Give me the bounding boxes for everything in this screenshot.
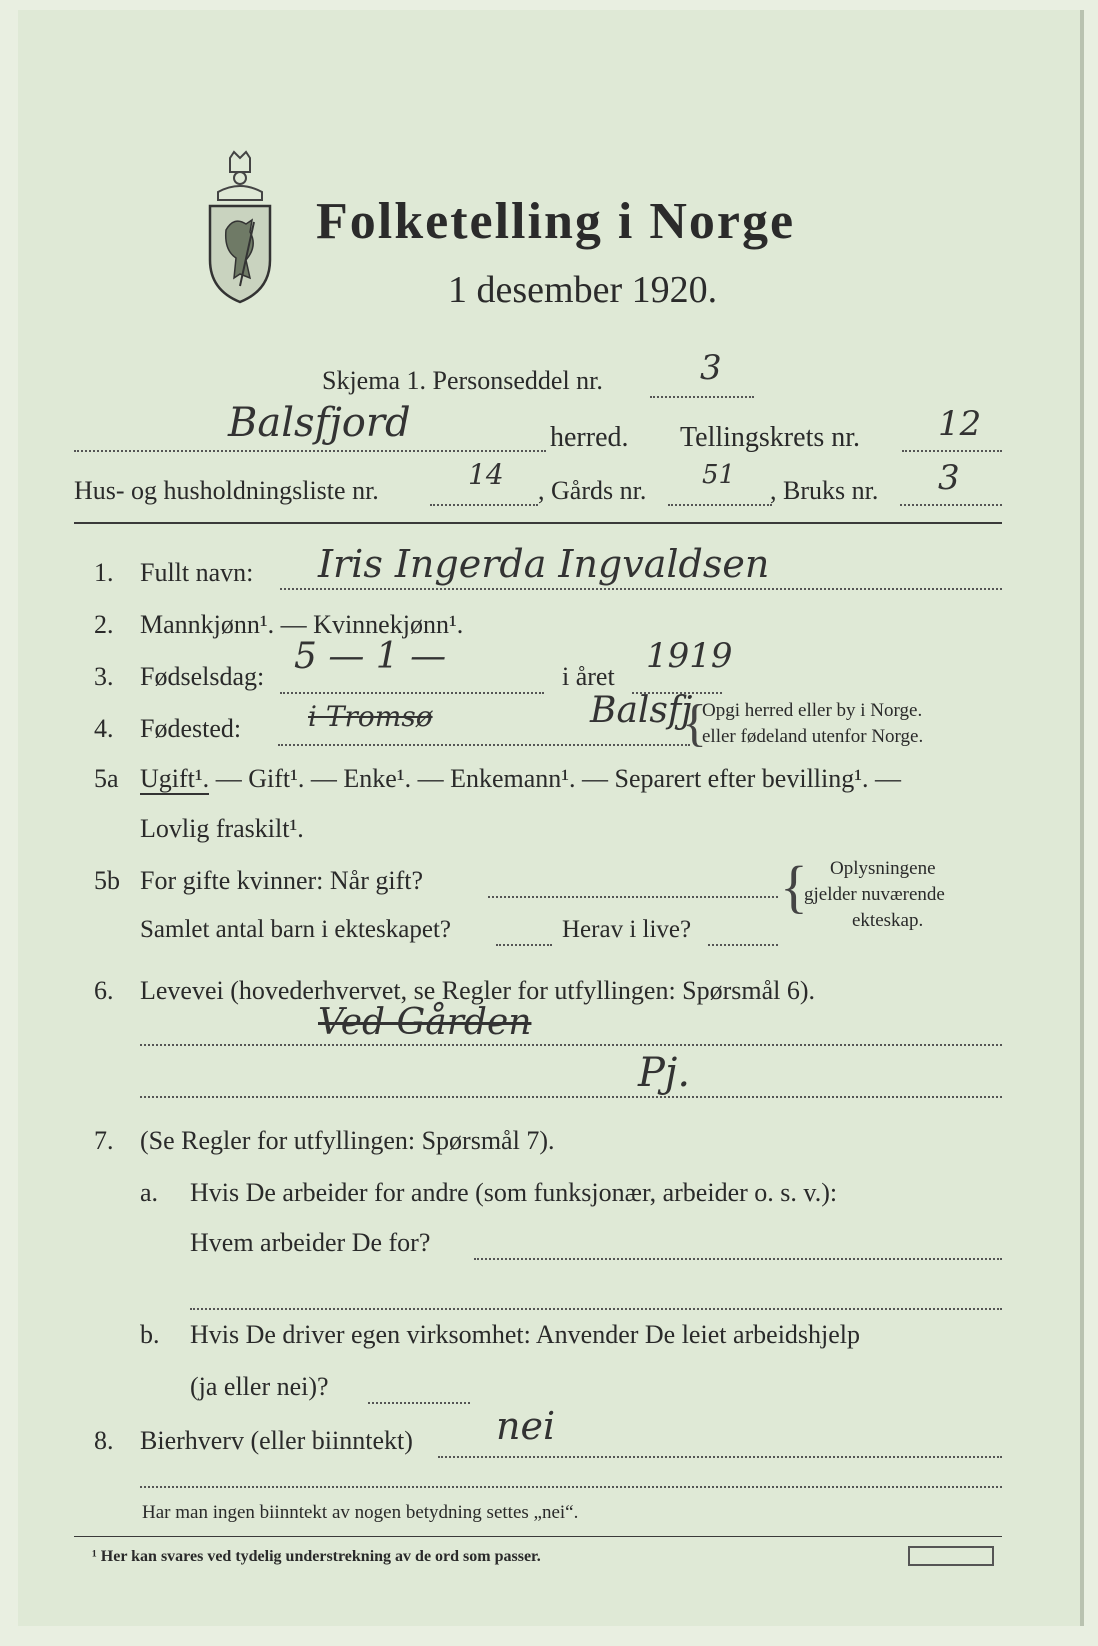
q6-number: 6. xyxy=(94,976,114,1005)
q7b-line1: Hvis De driver egen virksomhet: Anvender De leiet arbeidshjelp xyxy=(190,1320,861,1349)
q7-label: (Se Regler for utfyllingen: Spørsmål 7). xyxy=(140,1126,555,1155)
q7a-line1: Hvis De arbeider for andre (som funksjonær, arbeider o. s. v.): xyxy=(190,1178,838,1207)
q5b-number: 5b xyxy=(94,866,120,895)
census-date: 1 desember 1920. xyxy=(448,269,718,311)
q1-label: Fullt navn: xyxy=(140,558,254,587)
married-when-label: For gifte kvinner: Når gift? xyxy=(140,866,424,895)
footnote: ¹ Her kan svares ved tydelig understrekning av de ord som passer. xyxy=(92,1548,541,1565)
marriage-note-2: gjelder nuværende xyxy=(804,884,945,905)
husholdningsliste-label: Hus- og husholdningsliste nr. xyxy=(74,476,379,505)
gards-value[interactable]: 51 xyxy=(702,460,736,490)
bruks-value[interactable]: 3 xyxy=(938,458,960,498)
birth-year-value[interactable]: 1919 xyxy=(646,636,733,676)
full-name-value[interactable]: Iris Ingerda Ingvaldsen xyxy=(318,542,770,586)
q3-label: Fødselsdag: xyxy=(140,662,265,691)
q3-number: 3. xyxy=(94,662,114,691)
gender-options: Mannkjønn¹. — Kvinnekjønn¹. xyxy=(140,610,464,639)
birthplace-note-1: Opgi herred eller by i Norge. xyxy=(702,700,923,721)
gards-label: , Gårds nr. xyxy=(538,476,647,505)
q8-label: Bierhverv (eller biinntekt) xyxy=(140,1426,413,1455)
birthplace-struck: i Tromsø xyxy=(308,700,433,733)
husholdningsliste-value[interactable]: 14 xyxy=(468,458,504,491)
q1-number: 1. xyxy=(94,558,114,587)
herred-label: herred. xyxy=(550,422,629,453)
year-label: i året xyxy=(562,662,615,691)
marriage-note-1: Oplysningene xyxy=(830,858,936,879)
schema-label: Skjema 1. Personseddel nr. xyxy=(322,366,603,395)
tellingskrets-value[interactable]: 12 xyxy=(938,404,982,444)
coat-of-arms-icon xyxy=(200,150,280,310)
tellingskrets-label: Tellingskrets nr. xyxy=(680,422,861,453)
alive-label: Herav i live? xyxy=(562,916,692,943)
census-form: Folketelling i Norge 1 desember 1920. Skjema 1. Personseddel nr. 3 Balsfjord herred. Tellingskrets nr. 12 Hus- og husholdningsliste nr. 14 , Gårds nr. 51 , Bruks nr. 3 1. Fullt navn: Iris Ingerda Ingvaldsen 2. Mannkjønn¹. — Kvinnekjønn¹. 3. Fødselsdag: 5 — 1 — i året 1919 4. Fødested: i Tromsø Balsfj { Opgi herred eller by i Norge. eller fødeland utenfor Norge. 5a Ugift¹. — Gift¹. — Enke¹. — Enkemann¹. — Separert efter bevilling¹. — Lovlig fraskilt¹. 5b For gifte kvinner: Når gift? { Oplysningene gjelder nuværende ekteskap. Samlet antal barn i ekteskapet? Herav i live? 6. Levevei (hovederhvervet, se Regler for utfyllingen: Spørsmål 6). Ved Gården Pj. 7. (Se Regler for utfyllingen: Spørsmål 7). a. Hvis De arbeider for andre (som funksjonær, arbeider o. s. v.): Hvem arbeider De for? b. Hvis De driver egen virksomhet: Anvender De leiet arbeidshjelp (ja eller nei)? 8. Bierhverv (eller biinntekt) nei Har man ingen biinntekt av nogen betydning settes „nei“. ¹ Her kan svares ved tydelig understrekning av de ord som passer. xyxy=(18,10,1084,1626)
bruks-label: , Bruks nr. xyxy=(770,476,879,505)
q7a-letter: a. xyxy=(140,1178,159,1207)
printer-stamp xyxy=(908,1546,994,1566)
q7-number: 7. xyxy=(94,1126,114,1155)
personseddel-number[interactable]: 3 xyxy=(700,348,722,388)
q8-number: 8. xyxy=(94,1426,114,1455)
herred-value[interactable]: Balsfjord xyxy=(228,400,411,446)
q7b-letter: b. xyxy=(140,1320,160,1349)
children-label: Samlet antal barn i ekteskapet? xyxy=(140,916,451,943)
q7b-line2: (ja eller nei)? xyxy=(190,1372,329,1401)
q5a-number: 5a xyxy=(94,764,119,793)
occupation-value[interactable]: Pj. xyxy=(638,1050,691,1096)
birthdate-value[interactable]: 5 — 1 — xyxy=(294,636,447,677)
q7a-line2: Hvem arbeider De for? xyxy=(190,1228,431,1257)
ugift-option-underlined[interactable]: Ugift¹. xyxy=(140,764,210,793)
occupation-struck: Ved Gården xyxy=(318,1002,532,1043)
lovlig-fraskilt-option: Lovlig fraskilt¹. xyxy=(140,814,304,843)
q4-label: Fødested: xyxy=(140,714,242,743)
form-title: Folketelling i Norge xyxy=(316,193,796,250)
side-income-note: Har man ingen biinntekt av nogen betydning settes „nei“. xyxy=(142,1502,579,1523)
marriage-note-3: ekteskap. xyxy=(852,910,924,931)
side-income-value[interactable]: nei xyxy=(496,1404,556,1448)
q6-label: Levevei (hovederhvervet, se Regler for utfyllingen: Spørsmål 6). xyxy=(140,976,816,1005)
q4-number: 4. xyxy=(94,714,114,743)
birthplace-value[interactable]: Balsfj xyxy=(590,690,693,731)
birthplace-note-2: eller fødeland utenfor Norge. xyxy=(702,726,924,747)
marital-status-options: Ugift¹. — Gift¹. — Enke¹. — Enkemann¹. — Separert efter bevilling¹. — xyxy=(140,764,902,793)
q2-number: 2. xyxy=(94,610,114,639)
